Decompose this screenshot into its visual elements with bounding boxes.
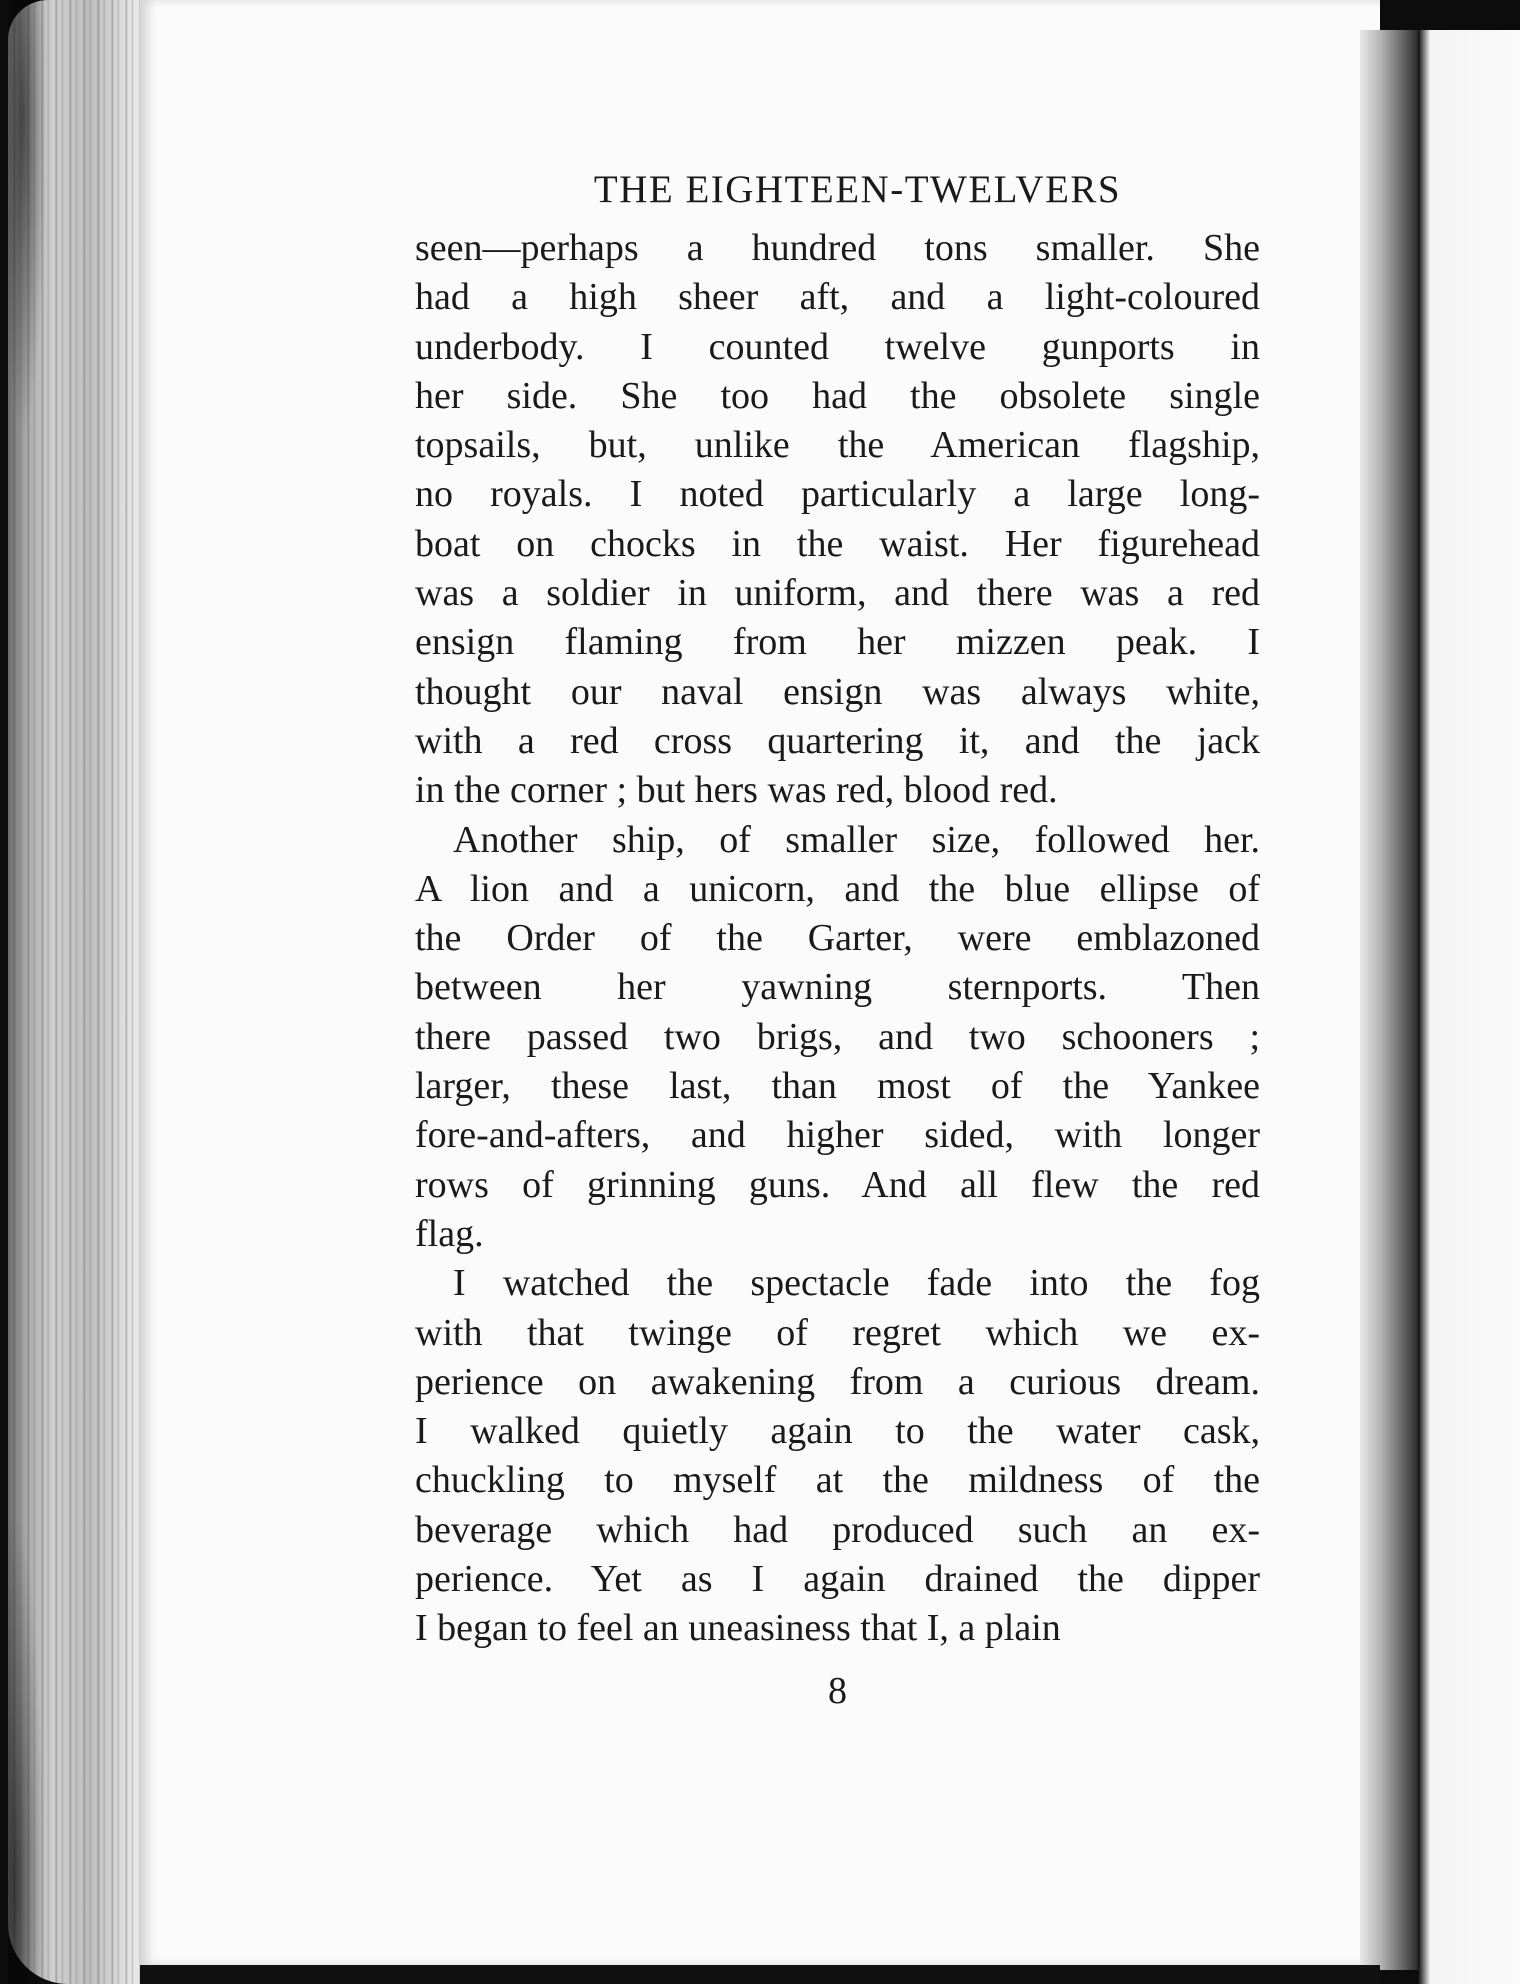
page-bottom-edge <box>140 1965 1380 1984</box>
text-block <box>415 160 1260 1716</box>
text-line: seen—perhaps a hundred tons smaller. She <box>415 227 1260 269</box>
text-line: perience on awakening from a curious dream. <box>415 1360 1260 1403</box>
text-line: flag. <box>415 1212 484 1255</box>
text-line: underbody. I counted twelve gunports in <box>415 325 1260 368</box>
text-line: chuckling to myself at the mildness of the <box>415 1459 1260 1502</box>
text-line: fore-and-afters, and higher sided, with longer <box>415 1114 1260 1157</box>
text-line: A lion and a unicorn, and the blue ellipse of <box>415 867 1260 910</box>
text-line: I watched the spectacle fade into the fog <box>453 1262 1260 1305</box>
binding-gutter <box>1360 30 1418 1970</box>
text-line: her side. She too had the obsolete single <box>415 374 1260 417</box>
facing-page-edge <box>1418 30 1520 1984</box>
text-line: I walked quietly again to the water cask, <box>415 1410 1260 1453</box>
text-line: no royals. I noted particularly a large long- <box>415 473 1260 516</box>
text-line: there passed two brigs, and two schooners ; <box>415 1015 1260 1058</box>
paragraph <box>415 1259 1260 1653</box>
text-line: the Order of the Garter, were emblazoned <box>415 917 1260 960</box>
text-line: was a soldier in uniform, and there was a red <box>415 572 1260 615</box>
text-line: I began to feel an uneasiness that I, a plain <box>415 1607 1061 1650</box>
running-head: THE EIGHTEEN-TWELVERS <box>593 168 1122 211</box>
text-line: boat on chocks in the waist. Her figurehead <box>415 522 1260 565</box>
body-text <box>415 224 1260 1654</box>
book-page-edges <box>8 0 158 1984</box>
text-line: rows of grinning guns. And all flew the red <box>415 1163 1260 1206</box>
page-number: 8 <box>828 1669 847 1712</box>
paragraph <box>415 816 1260 1260</box>
paragraph <box>415 224 1260 816</box>
text-line: with a red cross quartering it, and the jack <box>415 719 1260 762</box>
text-line: had a high sheer aft, and a light-coloured <box>415 276 1260 319</box>
text-line: with that twinge of regret which we ex- <box>415 1311 1260 1354</box>
text-line: ensign flaming from her mizzen peak. I <box>415 621 1260 664</box>
text-line: thought our naval ensign was always white, <box>415 670 1260 713</box>
text-line: between her yawning sternports. Then <box>415 966 1260 1009</box>
text-line: Another ship, of smaller size, followed her. <box>453 818 1260 861</box>
text-line: beverage which had produced such an ex- <box>415 1508 1260 1551</box>
text-line: in the corner ; but hers was red, blood red. <box>415 769 1058 812</box>
text-line: topsails, but, unlike the American flagship, <box>415 424 1260 467</box>
text-line: larger, these last, than most of the Yankee <box>415 1065 1260 1108</box>
text-line: perience. Yet as I again drained the dipper <box>415 1558 1260 1601</box>
